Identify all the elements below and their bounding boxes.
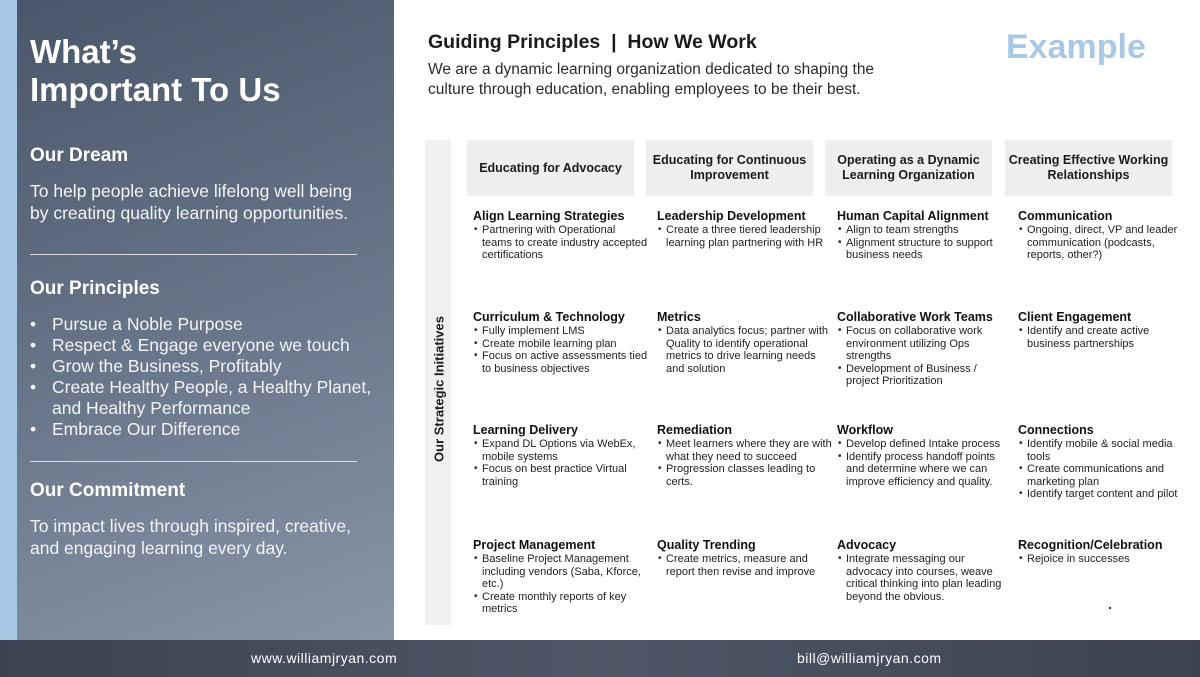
initiative-bullets [837,553,1012,603]
initiative-title: Curriculum & Technology [473,310,625,324]
side-label: Our Strategic Initiatives [431,316,447,462]
example-watermark: Example [1006,28,1146,66]
initiative-bullet: • Focus on best practice Virtual training [473,463,648,488]
initiative-bullet: • Align to team strengths [837,224,1012,237]
divider [30,461,357,462]
principle-item: • Embrace Our Difference [30,419,375,440]
initiative-bullet: • Identify mobile & social media tools [1018,438,1183,463]
initiative-bullets [473,224,648,262]
principle-item: • Create Healthy People, a Healthy Planet, and Healthy Performance [30,377,375,419]
initiative-cell [837,310,1012,388]
initiative-title: Collaborative Work Teams [837,310,993,324]
initiative-cell [657,310,832,375]
email-link[interactable]: bill@williamjryan.com [797,650,942,666]
column-header: Creating Effective Working Relationships [1005,140,1172,196]
initiative-cell [837,538,1012,603]
initiative-bullet: • Identify process handoff points and determine where we can improve efficiency and quality. [837,451,1012,489]
initiative-title: Metrics [657,310,701,324]
initiative-bullet: • Meet learners where they are with what they need to succeed [657,438,832,463]
initiative-bullets [1018,325,1183,350]
website-link[interactable]: www.williamjryan.com [251,650,398,666]
initiative-bullet: • Create mobile learning plan [473,338,648,351]
initiative-bullets [837,325,1012,388]
initiative-bullet: • Create a three tiered leadership learning plan partnering with HR [657,224,832,249]
initiative-title: Leadership Development [657,209,806,223]
initiative-cell [473,209,648,262]
column-header: Operating as a Dynamic Learning Organization [825,140,992,196]
dream-heading: Our Dream [30,145,129,166]
initiative-bullet: • Ongoing, direct, VP and leader communication (podcasts, reports, other?) [1018,224,1183,262]
initiative-cell [1018,423,1183,501]
initiative-cell [837,209,1012,262]
principle-item: • Grow the Business, Profitably [30,356,375,377]
principles-list [30,314,375,440]
initiative-cell [1018,310,1183,350]
initiative-cell [1018,209,1183,262]
initiative-cell [1018,538,1183,566]
initiative-bullet: • Create communications and marketing plan [1018,463,1183,488]
initiative-bullets [473,553,648,616]
footer [0,640,1200,677]
initiative-bullet: • Identify and create active business partnerships [1018,325,1183,350]
initiative-bullet: • Create metrics, measure and report then revise and improve [657,553,832,578]
initiative-bullet: • Partnering with Operational teams to create industry accepted certifications [473,224,648,262]
initiative-bullets [1018,438,1183,501]
initiative-cell [657,538,832,578]
initiative-title: Project Management [473,538,596,552]
column-header: Educating for Advocacy [467,140,634,196]
page-subtitle: We are a dynamic learning organization dedicated to shaping the culture through education, enabling employees to be their best. [428,61,875,98]
initiative-title: Learning Delivery [473,423,578,437]
initiative-title: Quality Trending [657,538,756,552]
commitment-text: To impact lives through inspired, creative, and engaging learning every day. [30,516,351,558]
initiative-bullet: • Development of Business / project Prioritization [837,363,1012,388]
column-header: Educating for Continuous Improvement [646,140,813,196]
initiative-title: Workflow [837,423,894,437]
initiative-bullet: • Alignment structure to support business needs [837,237,1012,262]
initiative-bullet: • Data analytics focus; partner with Quality to identify operational metrics to drive learning needs and solution [657,325,832,375]
initiative-bullet: • Identify target content and pilot [1018,488,1183,501]
divider [30,254,357,255]
initiative-title: Communication [1018,209,1113,223]
initiative-bullets [657,438,832,488]
dot [1109,607,1111,609]
page-title: Guiding Principles | How We Work [428,31,757,53]
initiative-title: Advocacy [837,538,897,552]
initiative-cell [473,310,648,375]
dream-text: To help people achieve lifelong well being by creating quality learning opportunities. [30,181,353,223]
principle-item: • Respect & Engage everyone we touch [30,335,375,356]
initiative-title: Align Learning Strategies [473,209,625,223]
panel-title-line1: What’s [30,33,137,70]
initiative-bullet: • Integrate messaging our advocacy into courses, weave critical thinking into plan leading beyond the obvious. [837,553,1012,603]
initiative-title: Client Engagement [1018,310,1132,324]
initiative-bullet: • Create monthly reports of key metrics [473,591,648,616]
initiative-bullets [657,224,832,249]
initiative-bullets [837,224,1012,262]
initiative-bullet: • Focus on collaborative work environment utilizing Ops strengths [837,325,1012,363]
initiative-bullets [657,325,832,375]
commitment-heading: Our Commitment [30,480,186,501]
initiative-bullets [473,325,648,375]
initiative-bullet: • Rejoice in successes [1018,553,1183,566]
initiative-bullet: • Progression classes leading to certs. [657,463,832,488]
initiative-bullet: • Focus on active assessments tied to business objectives [473,350,648,375]
initiative-cell [837,423,1012,488]
initiative-bullets [1018,553,1183,566]
accent-strip [0,0,17,640]
initiative-bullets [657,553,832,578]
initiative-bullet: • Baseline Project Management including vendors (Saba, Kforce, etc.) [473,553,648,591]
panel-title [30,33,281,109]
initiative-cell [657,209,832,249]
initiative-bullets [1018,224,1183,262]
panel-title-line2: Important To Us [30,71,281,108]
initiative-title: Remediation [657,423,733,437]
initiative-title: Recognition/Celebration [1018,538,1163,552]
initiative-bullet: • Expand DL Options via WebEx, mobile systems [473,438,648,463]
initiative-cell [473,423,648,488]
left-panel [17,0,394,640]
initiative-cell [473,538,648,616]
initiative-title: Connections [1018,423,1094,437]
initiative-bullets [837,438,1012,488]
initiative-bullets [473,438,648,488]
initiative-bullet: • Develop defined Intake process [837,438,1012,451]
initiative-cell [657,423,832,488]
principle-item: • Pursue a Noble Purpose [30,314,375,335]
initiative-title: Human Capital Alignment [837,209,989,223]
initiative-bullet: • Fully implement LMS [473,325,648,338]
principles-heading: Our Principles [30,278,160,299]
